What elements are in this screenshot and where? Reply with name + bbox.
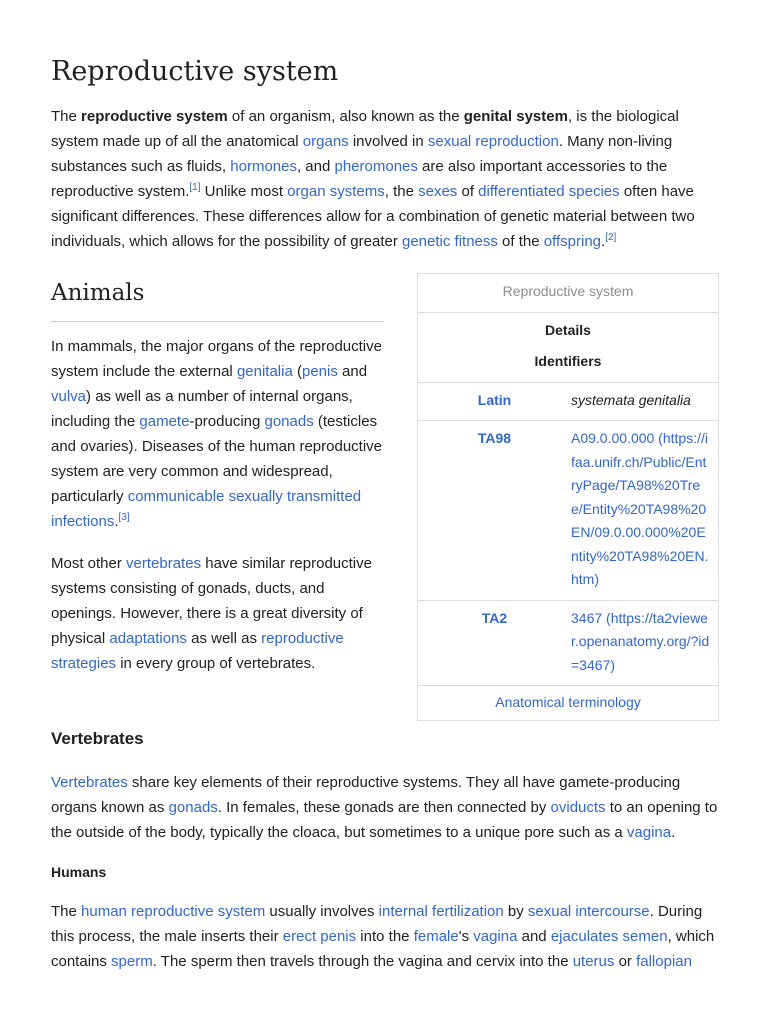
text: are also important accessories to the reproductive system. bbox=[51, 158, 668, 200]
text: 's bbox=[458, 928, 474, 945]
text: have similar reproductive systems consisting of gonads, ducts, and openings. However, there is a great diversity of physical bbox=[51, 555, 372, 647]
infobox bbox=[417, 273, 719, 721]
section-heading-animals: Animals bbox=[51, 275, 384, 322]
text: into the bbox=[356, 928, 414, 945]
animals-paragraph-1 bbox=[51, 334, 391, 534]
link-vertebrates[interactable]: vertebrates bbox=[126, 555, 202, 572]
infobox-row-latin bbox=[418, 383, 718, 422]
link-erect-penis[interactable]: erect penis bbox=[282, 928, 357, 945]
intro-paragraph bbox=[51, 104, 721, 254]
infobox-details-group bbox=[418, 313, 718, 383]
text: ( bbox=[292, 363, 302, 380]
text: as well as bbox=[186, 630, 262, 647]
section-heading-vertebrates: Vertebrates bbox=[51, 729, 144, 748]
link-gonads[interactable]: gonads bbox=[264, 413, 314, 430]
link-adaptations[interactable]: adaptations bbox=[109, 630, 187, 647]
text: The bbox=[51, 108, 82, 125]
link-fallopian[interactable]: fallopian bbox=[636, 953, 692, 970]
text: involved in bbox=[348, 133, 428, 150]
link-penis[interactable]: penis bbox=[302, 363, 338, 380]
text: . bbox=[671, 824, 676, 841]
text: , the bbox=[384, 183, 419, 200]
link-sexual-reproduction[interactable]: sexual reproduction bbox=[427, 133, 559, 150]
text: , which contains bbox=[51, 928, 715, 970]
link-sexes[interactable]: sexes bbox=[418, 183, 458, 200]
humans-paragraph bbox=[51, 899, 721, 974]
text: , is the biological system made up of all the anatomical bbox=[51, 108, 679, 150]
text: Unlike most bbox=[200, 183, 288, 200]
link-vagina[interactable]: vagina bbox=[473, 928, 518, 945]
section-heading-humans: Humans bbox=[51, 864, 107, 880]
infobox-row-ta98 bbox=[418, 421, 718, 601]
text: of bbox=[457, 183, 479, 200]
link-sexual-intercourse[interactable]: sexual intercourse bbox=[527, 903, 650, 920]
link-human-reproductive-system[interactable]: human reproductive system bbox=[81, 903, 266, 920]
link-female[interactable]: female bbox=[413, 928, 459, 945]
infobox-footer-link[interactable]: Anatomical terminology bbox=[495, 694, 641, 710]
infobox-label-ta2[interactable]: TA2 bbox=[481, 609, 508, 626]
link-organs[interactable]: organs bbox=[302, 133, 349, 150]
infobox-link-ta2[interactable]: 3467 (https://ta2viewer.openanatomy.org/?id=3467) bbox=[571, 609, 710, 673]
link-oviducts[interactable]: oviducts bbox=[550, 799, 606, 816]
bold-term: genital system bbox=[463, 108, 568, 125]
text: . During this process, the male inserts their bbox=[51, 903, 703, 945]
link-pheromones[interactable]: pheromones bbox=[334, 158, 418, 175]
text: . bbox=[114, 513, 119, 530]
text: . Many non-living substances such as fluids, bbox=[51, 133, 673, 175]
text: in every group of vertebrates. bbox=[116, 655, 316, 672]
bold-term: reproductive system bbox=[81, 108, 228, 125]
link-vertebrates[interactable]: Vertebrates bbox=[51, 774, 128, 791]
text: often have significant differences. These differences allow for a combination of genetic material between two individuals, which allows for the possibility of greater bbox=[51, 183, 695, 250]
link-gamete[interactable]: gamete bbox=[139, 413, 190, 430]
link-internal-fertilization[interactable]: internal fertilization bbox=[378, 903, 504, 920]
link-genetic-fitness[interactable]: genetic fitness bbox=[402, 233, 498, 250]
vertebrates-paragraph bbox=[51, 770, 721, 845]
text: of the bbox=[497, 233, 544, 250]
link-reproductive-strategies[interactable]: reproductive strategies bbox=[51, 630, 344, 672]
text: share key elements of their reproductive systems. They all have gamete-producing organs known as bbox=[51, 774, 681, 816]
link-uterus[interactable]: uterus bbox=[572, 953, 615, 970]
infobox-details-heading: Details bbox=[545, 321, 591, 338]
link-vulva[interactable]: vulva bbox=[51, 388, 87, 405]
text: , and bbox=[296, 158, 335, 175]
text: to an opening to the outside of the body, typically the cloaca, but sometimes to a unique pore such as a bbox=[51, 799, 718, 841]
text: and bbox=[337, 363, 368, 380]
link-semen[interactable]: semen bbox=[622, 928, 668, 945]
text: Most other bbox=[51, 555, 127, 572]
text: (testicles and ovaries). Diseases of the human reproductive system are very common and widespread, particularly bbox=[51, 413, 383, 505]
link-hormones[interactable]: hormones bbox=[230, 158, 297, 175]
text: -producing bbox=[189, 413, 265, 430]
animals-paragraph-2 bbox=[51, 551, 391, 676]
reference-2[interactable]: [2] bbox=[605, 232, 617, 243]
link-offspring[interactable]: offspring bbox=[543, 233, 602, 250]
link-sperm[interactable]: sperm bbox=[111, 953, 153, 970]
link-ejaculates[interactable]: ejaculates bbox=[550, 928, 619, 945]
text: . The sperm then travels through the vagina and cervix into the bbox=[152, 953, 573, 970]
infobox-label-latin[interactable]: Latin bbox=[477, 391, 512, 408]
text: . bbox=[601, 233, 606, 250]
link-genitalia[interactable]: genitalia bbox=[236, 363, 293, 380]
infobox-row-ta2 bbox=[418, 601, 718, 687]
reference-3[interactable]: [3] bbox=[118, 512, 130, 523]
link-vagina[interactable]: vagina bbox=[626, 824, 672, 841]
text: of an organism, also known as the bbox=[227, 108, 464, 125]
text: and bbox=[517, 928, 551, 945]
infobox-link-ta98[interactable]: A09.0.00.000 (https://ifaa.unifr.ch/Public/EntryPage/TA98%20Tree/Entity%20TA98%20EN/09.0.00.000%20Entity%20TA98%20EN.htm) bbox=[571, 430, 709, 587]
text: The bbox=[51, 903, 82, 920]
link-communicable-sti[interactable]: communicable sexually transmitted infections bbox=[51, 488, 362, 530]
infobox-identifiers-heading: Identifiers bbox=[534, 353, 602, 369]
infobox-value-latin: systemata genitalia bbox=[571, 391, 691, 408]
infobox-caption: Reproductive system bbox=[418, 274, 718, 313]
text: In mammals, the major organs of the reproductive system include the external bbox=[51, 338, 382, 380]
text: usually involves bbox=[265, 903, 379, 920]
link-gonads[interactable]: gonads bbox=[168, 799, 218, 816]
text: by bbox=[503, 903, 528, 920]
reference-1[interactable]: [1] bbox=[189, 182, 201, 193]
text: . In females, these gonads are then connected by bbox=[217, 799, 551, 816]
text: or bbox=[614, 953, 637, 970]
text: ) as well as a number of internal organs, including the bbox=[51, 388, 353, 430]
link-differentiated-species[interactable]: differentiated species bbox=[478, 183, 620, 200]
page-title: Reproductive system bbox=[51, 56, 339, 87]
infobox-label-ta98[interactable]: TA98 bbox=[477, 430, 512, 446]
link-organ-systems[interactable]: organ systems bbox=[287, 183, 385, 200]
animals-section-body bbox=[51, 334, 391, 693]
